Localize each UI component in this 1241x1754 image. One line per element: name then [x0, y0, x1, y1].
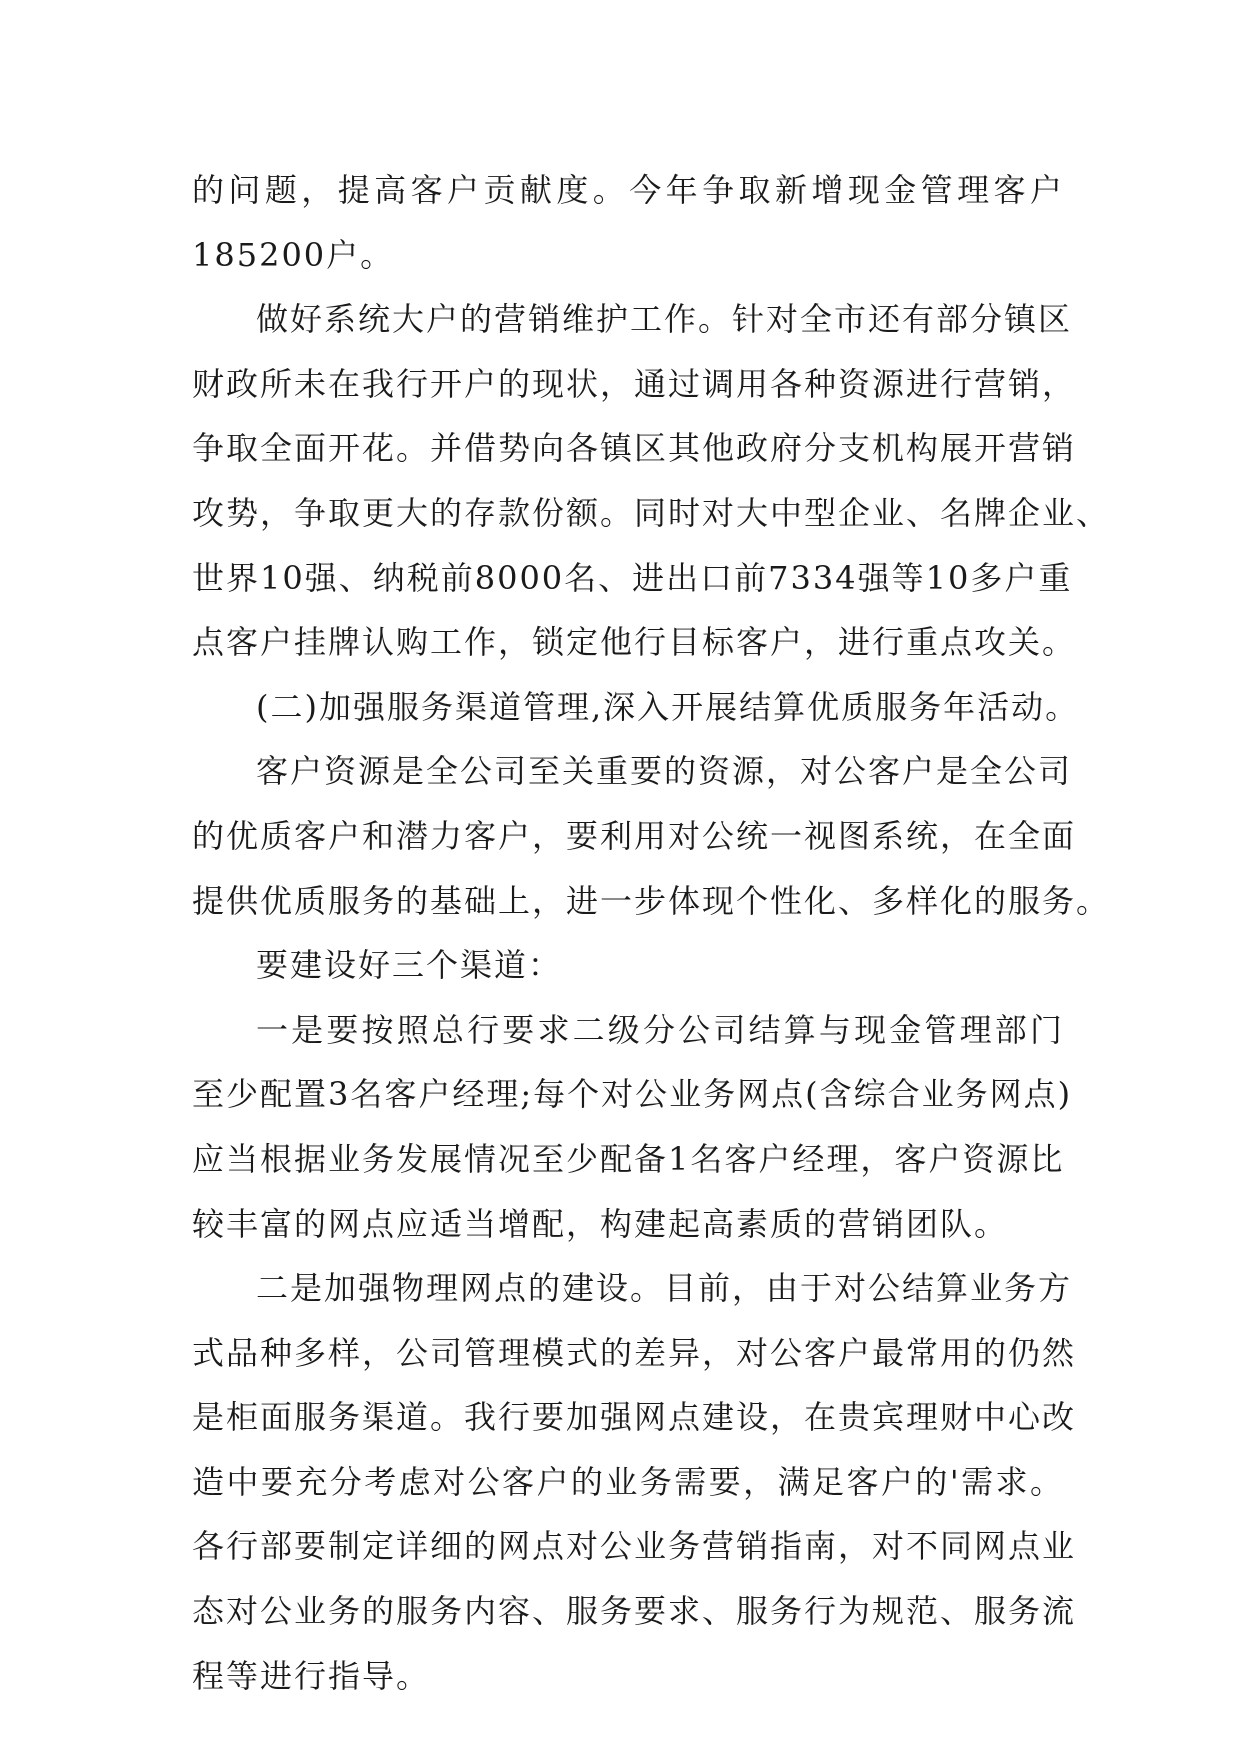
text-line: 各行部要制定详细的网点对公业务营销指南，对不同网点业: [192, 1527, 1077, 1566]
text-line: 较丰富的网点应适当增配，构建起高素质的营销团队。: [192, 1204, 1009, 1243]
text-line: 的优质客户和潜力客户，要利用对公统一视图系统，在全面: [192, 816, 1077, 855]
text-line: 二是加强物理网点的建设。目前，由于对公结算业务方: [256, 1269, 1073, 1308]
text-line: 财政所未在我行开户的现状，通过调用各种资源进行营销，: [192, 364, 1077, 403]
text-line: 攻势，争取更大的存款份额。同时对大中型企业、名牌企业、: [192, 493, 1111, 532]
text-line: 的问题，提高客户贡献度。今年争取新增现金管理客户: [192, 171, 1064, 209]
text-line: 是柜面服务渠道。我行要加强网点建设，在贵宾理财中心改: [192, 1398, 1077, 1437]
document-body: [192, 158, 1111, 1708]
text-line: 世界10强、纳税前8000名、进出口前7334强等10多户重: [192, 558, 1073, 597]
text-line: 程等进行指导。: [192, 1656, 431, 1695]
text-line: 要建设好三个渠道：: [256, 946, 563, 985]
text-line: 态对公业务的服务内容、服务要求、服务行为规范、服务流: [192, 1592, 1077, 1631]
text-line: 造中要充分考虑对公客户的业务需要，满足客户的'需求。: [192, 1462, 1064, 1501]
text-line: 一是要按照总行要求二级分公司结算与现金管理部门: [256, 1010, 1064, 1049]
text-line: 式品种多样，公司管理模式的差异，对公客户最常用的仍然: [192, 1333, 1077, 1372]
text-line: 提供优质服务的基础上，进一步体现个性化、多样化的服务。: [192, 881, 1111, 920]
text-line: 做好系统大户的营销维护工作。针对全市还有部分镇区: [256, 300, 1073, 339]
text-line: 至少配置3名客户经理;每个对公业务网点(含综合业务网点): [192, 1075, 1073, 1114]
text-line: 客户资源是全公司至关重要的资源，对公客户是全公司: [256, 752, 1073, 791]
text-line: 应当根据业务发展情况至少配备1名客户经理，客户资源比: [192, 1139, 1065, 1178]
section-heading: (二)加强服务渠道管理,深入开展结算优质服务年活动。: [256, 687, 1080, 726]
text-line: 185200户。: [192, 235, 395, 274]
text-line: 争取全面开花。并借势向各镇区其他政府分支机构展开营销: [192, 429, 1077, 468]
text-line: 点客户挂牌认购工作，锁定他行目标客户，进行重点攻关。: [192, 623, 1077, 662]
